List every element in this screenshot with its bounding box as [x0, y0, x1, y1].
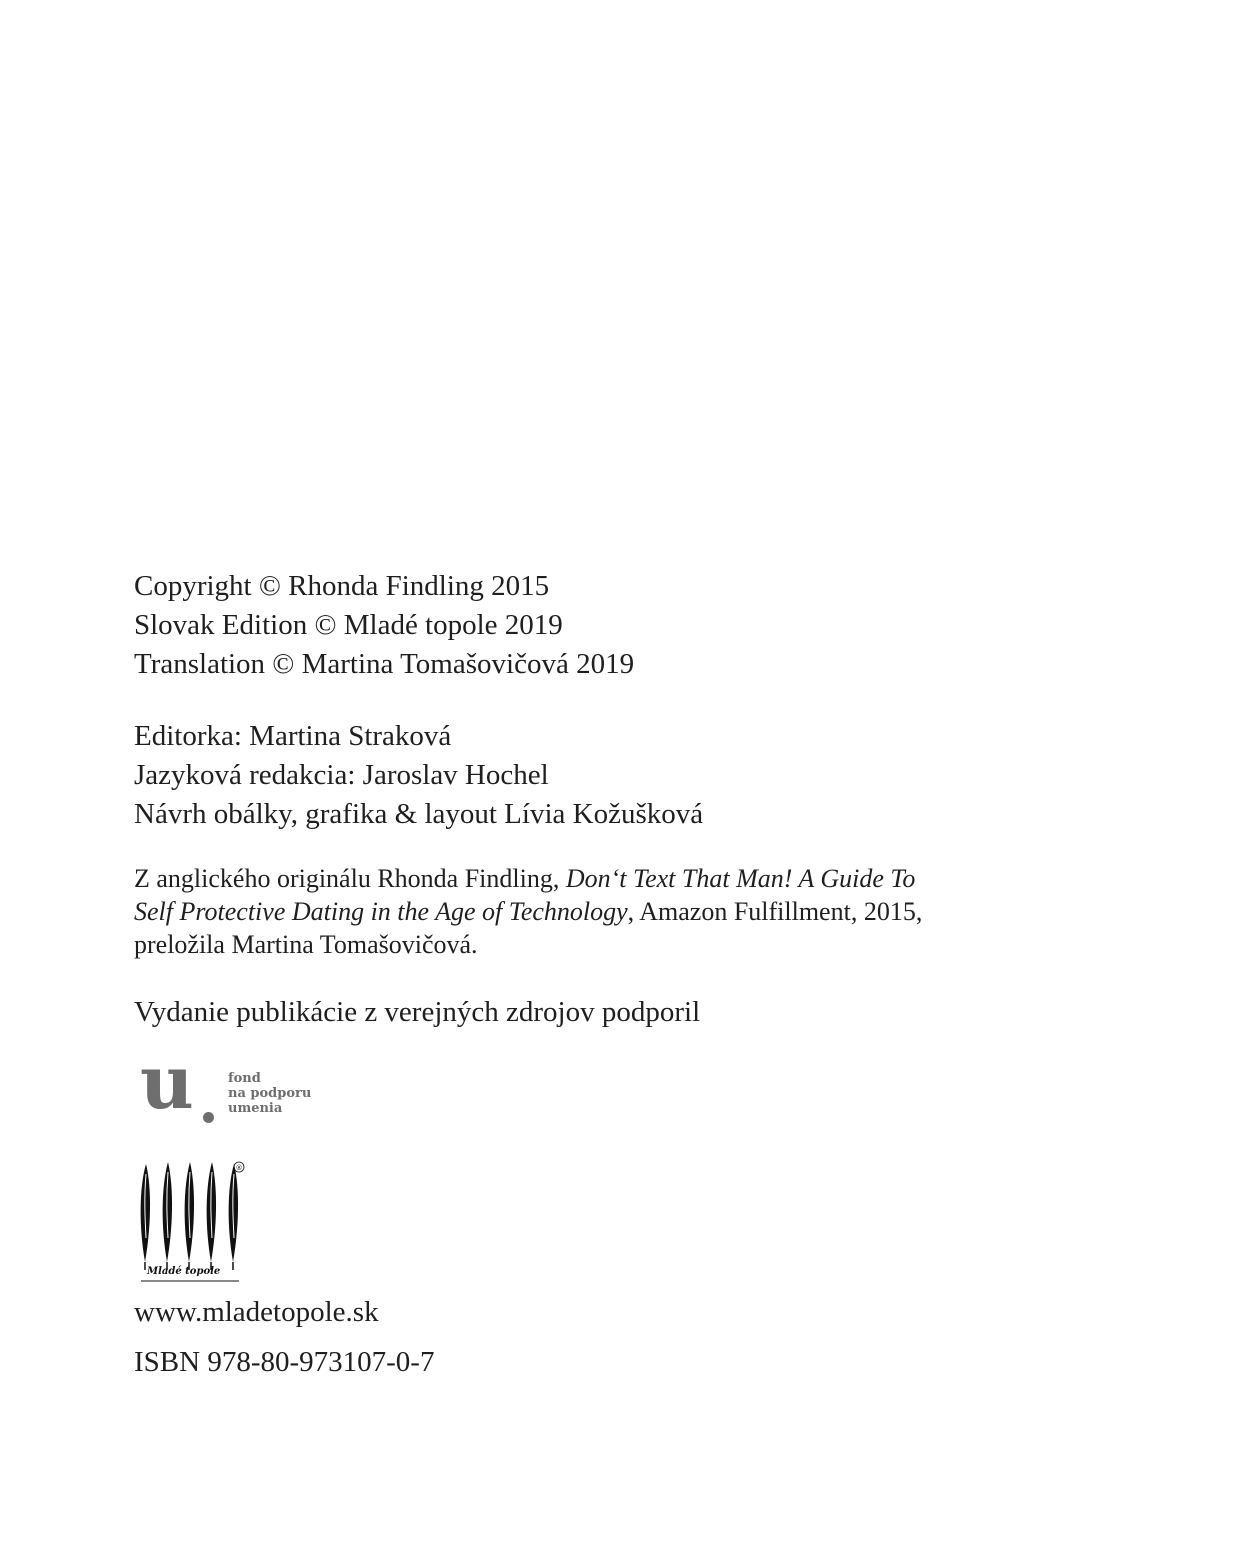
fund-logo-line-2: na podporu — [228, 1086, 312, 1101]
support-statement — [134, 993, 700, 1032]
copyright-author: Copyright © Rhonda Findling 2015 — [134, 570, 550, 602]
isbn-number: ISBN 978-80-973107-0-7 — [134, 1346, 435, 1378]
original-line-1 — [134, 862, 922, 895]
original-title-part-1: Don‘t Text That Man! A Guide To — [565, 864, 916, 893]
fund-logo — [140, 1040, 325, 1128]
copyright-translation: Translation © Martina Tomašovičová 2019 — [134, 648, 635, 680]
original-publisher: , Amazon Fulfillment, 2015, — [627, 897, 923, 926]
fund-logo-letter: u — [140, 1040, 192, 1126]
original-translator: preložila Martina Tomašovičová. — [134, 930, 478, 959]
original-prefix: Z anglického originálu Rhonda Findling, — [134, 864, 566, 893]
fund-logo-text — [228, 1071, 311, 1116]
website-url[interactable]: www.mladetopole.sk — [134, 1296, 379, 1328]
original-line-2 — [134, 895, 922, 928]
fund-logo-dot — [203, 1112, 214, 1123]
original-title-block — [134, 862, 922, 961]
publisher-website[interactable] — [134, 1293, 379, 1332]
copyright-edition: Slovak Edition © Mladé topole 2019 — [134, 609, 563, 641]
credits-block — [134, 717, 703, 834]
original-title-part-2: Self Protective Dating in the Age of Technology — [134, 897, 628, 926]
copyright-block — [134, 567, 634, 684]
fund-logo-line-1: fond — [228, 1071, 261, 1086]
registered-mark: ® — [235, 1164, 243, 1172]
credit-editor: Editorka: Martina Straková — [134, 720, 452, 752]
credit-design: Návrh obálky, grafika & layout Lívia Kožušková — [134, 798, 704, 830]
credit-proofreader: Jazyková redakcia: Jaroslav Hochel — [134, 759, 549, 791]
support-text: Vydanie publikácie z verejných zdrojov podporil — [134, 996, 701, 1028]
publisher-logo — [137, 1158, 247, 1286]
fund-logo-line-3: umenia — [228, 1101, 283, 1116]
publisher-logo-label: Mladé topole — [147, 1266, 221, 1277]
isbn-block — [134, 1343, 434, 1382]
